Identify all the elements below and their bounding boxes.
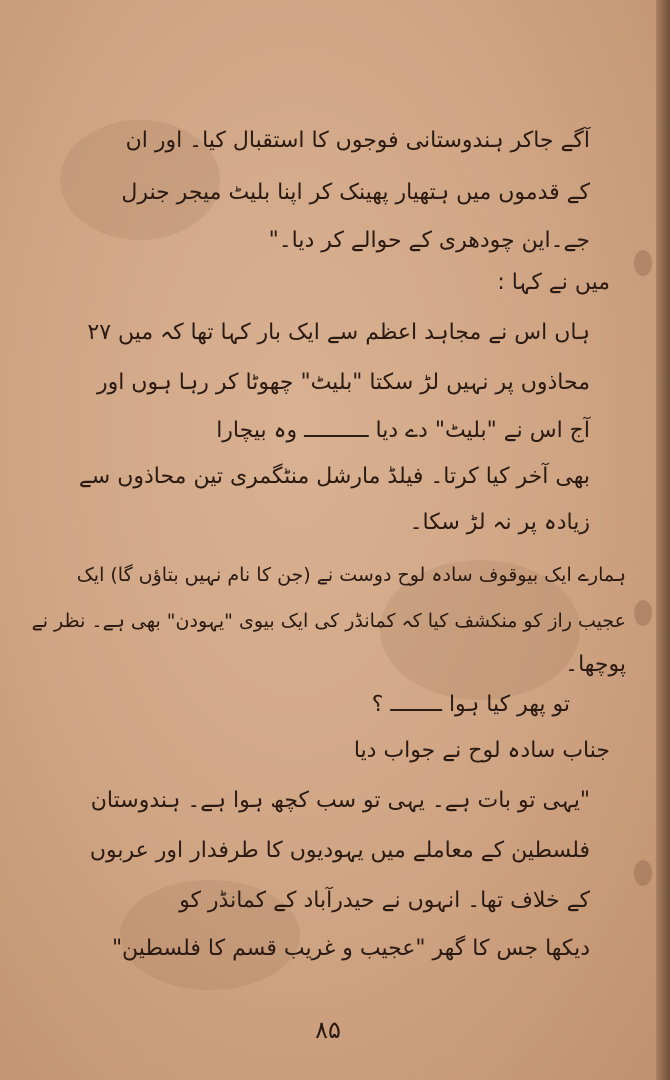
text-line: محاذوں پر نہیں لڑ سکتا "بلیٹ" چھوٹا کر رہا ہوں اور	[96, 370, 590, 395]
binding-hole	[634, 860, 652, 886]
text-line: ہاں اس نے مجاہد اعظم سے ایک بار کہا تھا کہ میں ۲۷	[87, 320, 590, 345]
text-line: آج اس نے "بلیٹ" دے دیا ــــــــــ وہ بیچارا	[216, 418, 590, 443]
text-line: عجیب راز کو منکشف کیا کہ کمانڈر کی ایک بیوی "یہودن" بھی ہے۔ نظر نے	[31, 610, 626, 632]
text-line: میں نے کہا :	[497, 270, 610, 295]
text-line: جے۔این چودھری کے حوالے کر دیا۔"	[268, 228, 590, 253]
text-line: پوچھا۔	[565, 652, 626, 677]
text-line: جناب سادہ لوح نے جواب دیا	[353, 738, 610, 763]
page-number: ۸۵	[315, 1016, 341, 1044]
text-line: ہمارے ایک بیوقوف سادہ لوح دوست نے (جن کا نام نہیں بتاؤں گا) ایک	[76, 564, 626, 586]
text-line: بھی آخر کیا کرتا۔ فیلڈ مارشل منٹگمری تین محاذوں سے	[78, 464, 590, 489]
binding-hole	[634, 600, 652, 626]
text-line: آگے جاکر ہندوستانی فوجوں کا استقبال کیا۔ اور ان	[125, 128, 590, 153]
page-edge	[656, 0, 670, 1080]
text-line: تو پھر کیا ہوا ــــــــ ؟	[371, 692, 570, 717]
binding-hole	[634, 250, 652, 276]
text-line: کے قدموں میں ہتھیار پھینک کر اپنا بلیٹ میجر جنرل	[121, 180, 590, 205]
text-line: دیکھا جس کا گھر "عجیب و غریب قسم کا فلسطین"	[111, 936, 590, 961]
text-line: فلسطین کے معاملے میں یہودیوں کا طرفدار اور عربوں	[89, 838, 590, 863]
text-line: زیادہ پر نہ لڑ سکا۔	[409, 510, 590, 535]
text-line: کے خلاف تھا۔ انہوں نے حیدرآباد کے کمانڈر کو	[179, 888, 590, 913]
text-line: "یہی تو بات ہے۔ یہی تو سب کچھ ہوا ہے۔ ہندوستان	[90, 788, 590, 813]
